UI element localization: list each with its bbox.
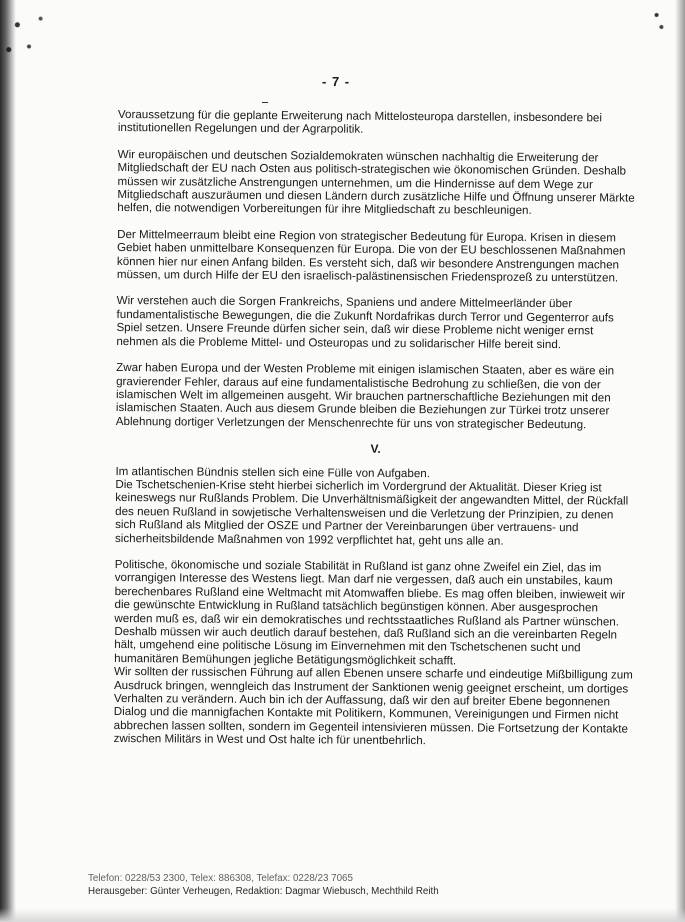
scan-left-edge [0, 0, 16, 922]
paragraph: Wir verstehen auch die Sorgen Frankreichs, Spaniens und andere Mittelmeerländer über fundamentalistische Bewegungen, die die Zukunft Nordafrikas durch Terror und Gegenterror aufs Spiel setzen. Unsere Freunde dürfen sicher sein, daß wir diese Probleme nicht weniger ernst nehmen als die Probleme Mittel- und Osteuropas und zu solidarischer Hilfe bereit sind. [116, 294, 614, 351]
paragraph: Zwar haben Europa und der Westen Probleme mit einigen islamischen Staaten, aber es wäre ein gravierender Fehler, daraus auf eine fundamentalistische Bedrohung zu schließen, die von der islamischen Welt im allgemeinen ausgeht. Wir brauchen partnerschaftliche Beziehungen mit den islamischen Staaten. Auch aus diesem Grunde bleiben die Beziehungen zur Türkei trotz unserer Ablehnung dortiger Verletzungen der Menschenrechte für uns von strategischer Bedeutung. [115, 361, 615, 431]
paragraph: Voraussetzung für die geplante Erweiterung nach Mittelosteuropa darstellen, insbesondere bei institutionellen Regelungen und der Agrarpolitik. [117, 108, 603, 137]
paragraph: Im atlantischen Bündnis stellen sich eine Fülle von Aufgaben. [115, 464, 431, 480]
paragraph: Der Mittelmeerraum bleibt eine Region von strategischer Bedeutung für Europa. Krisen in diesem Gebiet haben unmittelbare Konsequenzen für Europa. Die von der EU beschlossenen Maßnahmen können hier nur einen Anfang bilden. Es versteht sich, daß wir besondere Anstrengungen machen müssen, um durch Hilfe der EU den israelisch-palästinensischen Friedensprozeß zu unterstützen. [116, 227, 626, 285]
scan-speckles [0, 0, 58, 62]
page-number: - 7 - [322, 74, 351, 89]
scan-speckles-top-right [647, 6, 671, 36]
footer-contact: Telefon: 0228/53 2300, Telex: 886308, Telefax: 0228/23 7065 [88, 873, 353, 884]
paragraph: Wir sollten der russischen Führung auf allen Ebenen unsere scharfe und eindeutige Mißbilligung zum Ausdruck bringen, wenngleich das Instrument der Sanktionen wenig geeignet erscheint, um dortiges Verhalten zu verändern. Auch bin ich der Auffassung, daß wir den auf breiter Ebene begonnenen Dialog und die mannigfachen Kontakte mit Politikern, Kommunen, Vereinigungen und Firmen nicht abbrechen lassen sollten, sondern im Gegenteil intensivieren müssen. Die Fortsetzung der Kontakte zwischen Militärs in West und Ost halte ich für unentbehrlich. [113, 665, 633, 748]
stray-mark [262, 102, 268, 103]
paragraph: Die Tschetschenien-Krise steht hierbei sicherlich im Vordergrund der Aktualität. Dieser Krieg ist keineswegs nur Rußlands Problem. Die Unverhältnismäßigkeit der angewandten Mittel, der Rückfall des neuen Rußland in sowjetische Verhaltensweisen und die Verletzung der Prinzipien, zu denen sich Rußland als Mitglied der OSZE und Partner der Vereinbarungen über vertrauens- und sicherheitsbildende Maßnahmen von 1992 verpflichtet hat, geht uns alle an. [114, 477, 629, 548]
paragraph: Politische, ökonomische und soziale Stabilität in Rußland ist ganz ohne Zweifel ein Ziel, das im vorrangigen Interesse des Westens liegt. Man darf nie vergessen, daß auch ein unstabiles, kaum berechenbares Rußland eine Weltmacht mit Atomwaffen bliebe. Es mag offen bleiben, inwieweit wir die gewünschte Entwicklung in Rußland tatsächlich begünstigen können. Aber ausgesprochen werden muß es, daß wir ein demokratisches und rechtsstaatliches Rußland als Partner wünschen. Deshalb müssen wir auch deutlich darauf bestehen, daß Rußland sich an die vereinbarten Regeln hält, umgehend eine politische Lösung im Einvernehmen mit den Tschetschenen sucht und humanitären Bemühungen jegliche Betätigungsmöglichkeit schafft. [114, 557, 626, 668]
paragraph: Wir europäischen und deutschen Sozialdemokraten wünschen nachhaltig die Erweiterung der Mitgliedschaft der EU nach Osten aus politisch-strategischen wie ökonomischen Gründen. Deshalb müssen wir zusätzliche Anstrengungen unternehmen, um die Hindernisse auf dem Wege zur Mitgliedschaft auszuräumen und diesen Ländern durch zusätzliche Hilfe und Öffnung unserer Märkte helfen, die notwendigen Vorbereitungen für ihre Mitgliedschaft zu beschleunigen. [117, 147, 635, 218]
scan-bottom-edge [0, 908, 685, 922]
footer [88, 872, 608, 898]
footer-publisher: Herausgeber: Günter Verheugen, Redaktion: Dagmar Wiebusch, Mechthild Reith [88, 886, 439, 897]
body-text [113, 108, 638, 762]
scan-right-edge [675, 0, 685, 922]
section-heading: V. [370, 441, 381, 456]
